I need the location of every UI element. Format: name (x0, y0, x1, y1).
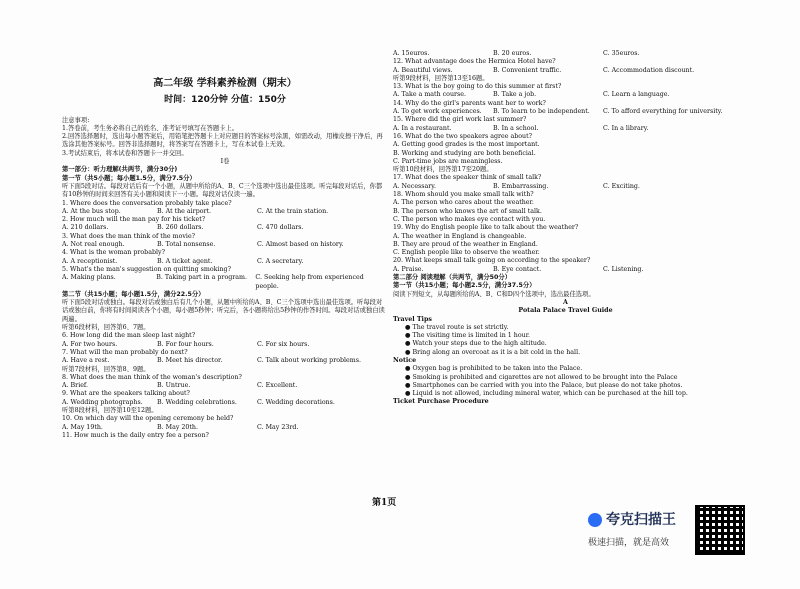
q17-option-c: C. Exciting. (603, 182, 640, 190)
option-b: B. Untrue. (157, 382, 191, 390)
option-b: B. At the airport. (157, 207, 212, 215)
bullet-item (393, 382, 738, 390)
question-group-6-7 (62, 332, 388, 365)
option-row (62, 274, 388, 291)
question-stem: 3. What does the man think of the movie? (62, 232, 196, 240)
q19-option-b: B. They are proud of the weather in England. (393, 240, 538, 248)
option-c: C. Seeking help from experienced people. (255, 274, 364, 290)
option-row (62, 224, 388, 232)
option-c: C. Accommodation discount. (603, 66, 695, 74)
option-c: C. For six hours. (257, 340, 310, 348)
option-a: A. Wedding photographs. (62, 398, 143, 406)
bullet-icon: ● (405, 340, 413, 348)
notice-heading: 注意事项: (62, 116, 90, 124)
part1-sec2-desc: 听下面5段对话或独白。每段对话或独白后有几个小题，从题中所给的A、B、C三个选项中选出最佳选项。听每段对话或独白前，你将有时间阅读各个小题，每小题5秒钟；听完后，各小题将给出5秒钟的作答时间。每段对话或独白读两遍。 (62, 299, 385, 323)
ticket-heading: Ticket Purchase Procedure (393, 398, 489, 406)
option-row (393, 125, 738, 133)
q20-option-b: B. Eye contact. (493, 265, 542, 273)
left-column (62, 50, 388, 440)
part1-sec2: 第二节（共15小题；每小题1.5分，满分22.5分） (62, 290, 205, 298)
option-a: A. Not real enough. (62, 241, 125, 249)
passage-letter: A (563, 298, 568, 306)
bullet-text: The visiting time is limited in 1 hour. (412, 332, 531, 340)
question-group-10-11 (62, 415, 388, 440)
option-row (62, 382, 388, 390)
option-b: B. Wedding celebrations. (157, 398, 237, 406)
option-row (393, 108, 738, 116)
option-b: B. 20 euros. (493, 50, 532, 57)
question-stem: 8. What does the man think of the woman's description? (62, 373, 242, 381)
option-a: A. Beautiful views. (393, 66, 453, 74)
option-a: A. In a restaurant. (393, 124, 452, 132)
option-b: B. Convenient traffic. (493, 66, 562, 74)
question-stem: 9. What are the speakers talking about? (62, 390, 190, 398)
question-19: 19. Why do English people like to talk about the weather? (393, 224, 579, 232)
question-17: 17. What does the speaker think of small talk? (393, 174, 542, 182)
option-b: B. Taking part in a program. (156, 274, 248, 282)
notice-list (393, 365, 738, 398)
question-group-11-12 (393, 50, 738, 75)
watermark-brand (588, 509, 676, 529)
option-c: C. A secretary. (257, 257, 304, 265)
question-18: 18. Whom should you make small talk with? (393, 191, 534, 199)
option-c: C. Almost based on history. (257, 241, 344, 249)
question-group-13-15 (393, 83, 738, 133)
listen-10-label: 听第10段材料，回答第17至20题。 (393, 166, 493, 174)
q20-option-a: A. Praise. (393, 265, 424, 273)
question-stem: 15. Where did the girl work last summer? (393, 116, 527, 124)
question-20: 20. What keeps small talk going on according to the speaker? (393, 257, 591, 265)
option-a: A. Making plans. (62, 274, 116, 282)
option-row (393, 67, 738, 75)
page-number: 第1页 (372, 498, 397, 508)
bullet-icon: ● (405, 332, 413, 340)
part2-sec1: 第一节（共15小题；每小题2.5分，满分37.5分） (393, 282, 536, 290)
q17-option-a: A. Necessary. (393, 182, 436, 190)
part2-heading: 第二部分 阅读理解（共两节，满分50分） (393, 274, 512, 282)
bullet-text: Oxygen bag is prohibited to be taken into the Palace. (412, 365, 583, 373)
bullet-icon: ● (405, 348, 413, 356)
watermark-tagline: 极速扫描，就是高效 (588, 538, 670, 548)
option-b: B. In a school. (493, 124, 539, 132)
q16-option-a: A. Getting good grades is the most important. (393, 141, 540, 149)
q18-option-b: B. The person who knows the art of small talk. (393, 207, 542, 215)
option-b: B. Take a job. (493, 91, 537, 99)
volume-label: I卷 (220, 158, 230, 166)
bullet-item (393, 390, 738, 398)
listen-6-label: 听第6段材料，回答第6、7题。 (62, 324, 150, 332)
q18-option-c: C. The person who makes eye contact with you. (393, 215, 546, 223)
option-a: A. At the bus stop. (62, 207, 121, 215)
option-row (393, 50, 738, 58)
q18-option-a: A. The person who cares about the weather. (393, 199, 534, 207)
bullet-item (393, 340, 738, 348)
bullet-item (393, 349, 738, 357)
option-c: C. In a library. (603, 124, 649, 132)
option-a: A. Brief. (62, 382, 89, 390)
bullet-text: Watch your steps due to the high altitude. (412, 340, 547, 348)
q20-options (393, 266, 738, 274)
exam-title: 高二年级 学科素养检测（期末） (153, 78, 297, 89)
option-b: B. 260 dollars. (157, 224, 204, 232)
bullet-icon: ● (405, 323, 413, 331)
part1-heading: 第一部分：听力理解(共两节，满分30分) (62, 166, 178, 174)
option-row (62, 424, 388, 432)
listen-9-label: 听第9段材料，回答第13至16题。 (393, 74, 489, 82)
bullet-text: Bring along an overcoat as it is a bit cold in the hall. (412, 348, 581, 356)
notice-item: 2.回答选择题时，选出每小题答案后，用铅笔把答题卡上对应题目的答案标号涂黑，如需改动，用橡皮擦干净后，再选涂其他答案标号。回答非选择题时，将答案写在答题卡上，写在本试卷上无效。 (62, 133, 383, 149)
option-a: A. 210 dollars. (62, 224, 109, 232)
q19-option-a: A. The weather in England is changeable. (393, 232, 527, 240)
option-a: A. 15euros. (393, 50, 430, 57)
bullet-text: Smartphones can be carried with you into the Palace, but please do not take photos. (412, 381, 683, 389)
tips-list (393, 324, 738, 357)
option-a: A. A receptionist. (62, 257, 118, 265)
question-group-8-9 (62, 374, 388, 407)
question-stem: 7. What will the man probably do next? (62, 348, 188, 356)
bullet-item (393, 332, 738, 340)
option-a: A. Have a rest. (62, 357, 110, 365)
qr-code-icon (695, 505, 745, 555)
notice-item: 1.答卷前，考生务必将自己的姓名、准考证号填写在答题卡上。 (62, 124, 239, 132)
option-c: C. To afford everything for university. (603, 108, 723, 116)
watermark-brand-text: 夸克扫描王 (606, 512, 676, 528)
question-stem: 5. What's the man's suggestion on quitting smoking? (62, 265, 231, 273)
option-c: C. At the train station. (257, 207, 329, 215)
bullet-icon: ● (405, 381, 413, 389)
q16-option-c: C. Part-time jobs are meaningless. (393, 157, 503, 165)
question-stem: 11. How much is the daily entry fee a person? (62, 431, 209, 439)
option-row (393, 91, 738, 99)
bullet-text: Liquid is not allowed, including mineral water, which can be purchased at the hill top. (412, 390, 688, 398)
option-b: B. May 20th. (157, 423, 198, 431)
bullet-text: Smoking is prohibited and cigarettes are not allowed to be brought into the Palace (412, 373, 678, 381)
right-column (393, 50, 738, 407)
option-c: C. 35euros. (603, 50, 640, 57)
option-c: C. Excellent. (257, 382, 298, 390)
question-16: 16. What do the two speakers agree about? (393, 132, 532, 140)
notice-item: 3.考试结束后，将本试卷和答题卡一并交回。 (62, 149, 188, 157)
listen-7-label: 听第7段材料，回答第8、9题。 (62, 365, 150, 373)
option-row (62, 341, 388, 349)
question-stem: 10. On which day will the opening ceremony be held? (62, 415, 234, 423)
part1-sec1: 第一节（共5小题；每小题1.5分，满分7.5分） (62, 174, 196, 182)
bullet-text: The travel route is set strictly. (412, 323, 509, 331)
option-row (62, 399, 388, 407)
option-row (62, 241, 388, 249)
q16-option-b: B. Working and studying are both beneficial. (393, 149, 536, 157)
option-b: B. To learn to be independent. (493, 108, 590, 116)
part1-sec1-desc: 听下面5段对话。每段对话后有一个小题，从题中所给的A、B、C三个选项中选出最佳选项。听完每段对话后，你都有10秒钟的时间来回答有关小题和阅读下一小题。每段对话仅读一遍。 (62, 182, 383, 199)
option-row (62, 208, 388, 216)
question-stem: 13. What is the boy going to do this summer at first? (393, 83, 562, 91)
bullet-item (393, 365, 738, 373)
option-row (62, 357, 388, 365)
q19-option-c: C. English people like to observe the weather. (393, 249, 540, 257)
q17-options (393, 183, 738, 191)
scanner-logo-icon (588, 513, 602, 527)
q17-option-b: B. Embarrassing. (493, 182, 549, 190)
option-a: A. For two hours. (62, 340, 118, 348)
bullet-icon: ● (405, 390, 413, 398)
option-c: C. May 23rd. (257, 423, 299, 431)
bullet-icon: ● (405, 365, 413, 373)
option-a: A. Take a math course. (393, 91, 466, 99)
option-c: C. Talk about working problems. (257, 357, 361, 365)
question-stem: 1. Where does the conversation probably take place? (62, 199, 232, 207)
question-stem: 6. How long did the man sleep last night? (62, 332, 196, 340)
part2-sec1-desc: 阅读下列短文，从每题所给的A、B、C和D四个选项中，选出最佳选项。 (393, 290, 595, 298)
bullet-item (393, 324, 738, 332)
option-a: A. May 19th. (62, 423, 103, 431)
listen-8-label: 听第8段材料，回答第10至12题。 (62, 406, 158, 414)
option-c: C. Learn a language. (603, 91, 670, 99)
option-b: B. Total nonsense. (157, 241, 216, 249)
question-stem: 2. How much will the man pay for his ticket? (62, 216, 206, 224)
option-a: A. To get work experiences. (393, 108, 482, 116)
notice-heading-passage: Notice (393, 356, 417, 364)
question-group-1-5 (62, 200, 388, 291)
option-c: C. Wedding decorations. (257, 398, 335, 406)
question-stem: 4. What is the woman probably? (62, 249, 165, 257)
bullet-item (393, 374, 738, 382)
option-b: B. Meet his director. (157, 357, 223, 365)
tips-heading: Travel Tips (393, 315, 432, 323)
option-b: B. For four hours. (157, 340, 214, 348)
passage-title: Potala Palace Travel Guide (518, 307, 613, 315)
question-stem: 14. Why do the girl's parents want her to work? (393, 99, 546, 107)
option-b: B. A ticket agent. (157, 257, 213, 265)
bullet-icon: ● (405, 373, 413, 381)
question-stem: 12. What advantage does the Hermica Hotel have? (393, 58, 556, 66)
q20-option-c: C. Listening. (603, 265, 644, 273)
option-row (62, 258, 388, 266)
option-c: C. 470 dollars. (257, 224, 304, 232)
exam-subtitle: 时间：120分钟 分值：150分 (164, 95, 286, 106)
